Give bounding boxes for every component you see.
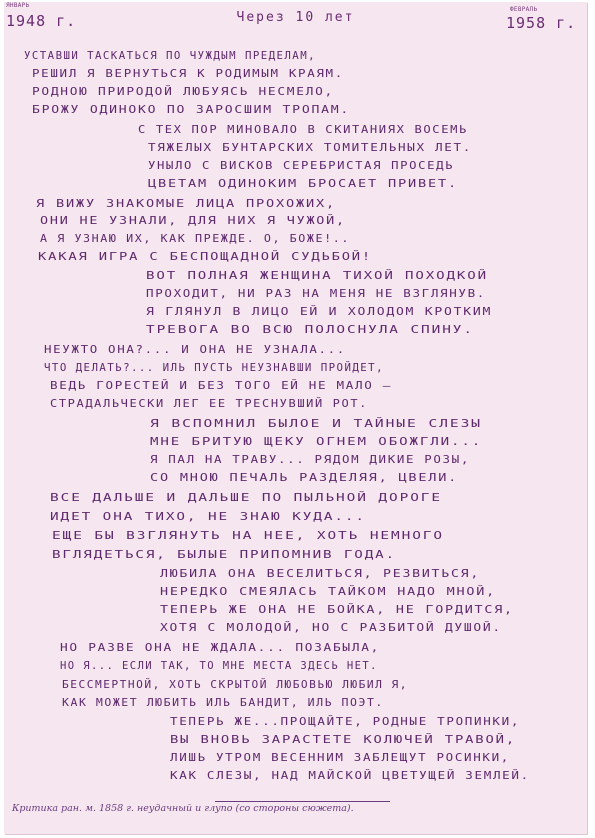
poem-line: БРОЖУ ОДИНОКО ПО ЗАРОСШИМ ТРОПАМ. bbox=[32, 104, 351, 116]
left-year: 1948 г. bbox=[6, 12, 77, 30]
poem-line: Я ВСПОМНИЛ БЫЛОЕ И ТАЙНЫЕ СЛЕЗЫ bbox=[150, 418, 483, 430]
poem-line: РЕШИЛ Я ВЕРНУТЬСЯ К РОДИМЫМ КРАЯМ. bbox=[32, 68, 344, 80]
poem-line: БЕССМЕРТНОЙ, ХОТЬ СКРЫТОЙ ЛЮБОВЬЮ ЛЮБИЛ Я, bbox=[62, 679, 409, 691]
poem-line: Я ВИЖУ ЗНАКОМЫЕ ЛИЦА ПРОХОЖИХ, bbox=[36, 198, 336, 210]
poem-title: Через 10 лет bbox=[236, 10, 355, 25]
poem-line: НО Я... ЕСЛИ ТАК, ТО МНЕ МЕСТА ЗДЕСЬ НЕТ. bbox=[60, 660, 378, 672]
poem-line: НО РАЗВЕ ОНА НЕ ЖДАЛА... ПОЗАБЫЛА, bbox=[60, 642, 381, 654]
poem-line: ТЕПЕРЬ ЖЕ ОНА НЕ БОЙКА, НЕ ГОРДИТСЯ, bbox=[160, 604, 514, 616]
footer-rule bbox=[215, 801, 390, 802]
right-year: 1958 г. bbox=[506, 14, 577, 32]
poem-line: ТРЕВОГА ВО ВСЮ ПОЛОСНУЛА СПИНУ. bbox=[146, 324, 474, 336]
poem-line: ВОТ ПОЛНАЯ ЖЕНЩИНА ТИХОЙ ПОХОДКОЙ bbox=[146, 270, 488, 282]
footer-note: Критика ран. м. 1858 г. неудачный и глупо (со стороны сюжета). bbox=[12, 803, 354, 814]
poem-line: УНЫЛО С ВИСКОВ СЕРЕБРИСТАЯ ПРОСЕДЬ bbox=[148, 160, 455, 172]
page-header bbox=[4, 2, 587, 42]
poem-line: А Я УЗНАЮ ИХ, КАК ПРЕЖДЕ. О, БОЖЕ!.. bbox=[40, 233, 350, 245]
poem-line: ЧТО ДЕЛАТЬ?... ИЛЬ ПУСТЬ НЕУЗНАВШИ ПРОЙДЕТ, bbox=[44, 362, 385, 374]
poem-line: ОНИ НЕ УЗНАЛИ, ДЛЯ НИХ Я ЧУЖОЙ, bbox=[40, 215, 346, 227]
poem-line: НЕРЕДКО СМЕЯЛАСЬ ТАЙКОМ НАДО МНОЙ, bbox=[160, 586, 497, 598]
poem-line: РОДНОЮ ПРИРОДОЙ ЛЮБУЯСЬ НЕСМЕЛО, bbox=[32, 86, 334, 98]
poem-line: УСТАВШИ ТАСКАТЬСЯ ПО ЧУЖДЫМ ПРЕДЕЛАМ, bbox=[24, 50, 316, 62]
poem-line: Я ПАЛ НА ТРАВУ... РЯДОМ ДИКИЕ РОЗЫ, bbox=[150, 454, 470, 466]
poem-line: ЛИШЬ УТРОМ ВЕСЕННИМ ЗАБЛЕЩУТ РОСИНКИ, bbox=[170, 752, 510, 764]
poem-line: ИДЕТ ОНА ТИХО, НЕ ЗНАЮ КУДА... bbox=[50, 511, 366, 523]
poem-line: КАК СЛЕЗЫ, НАД МАЙСКОЙ ЦВЕТУЩЕЙ ЗЕМЛЕЙ. bbox=[170, 770, 530, 782]
poem-line: КАКАЯ ИГРА С БЕСПОЩАДНОЙ СУДЬБОЙ! bbox=[38, 251, 373, 263]
poem-line: ВСЕ ДАЛЬШЕ И ДАЛЬШЕ ПО ПЫЛЬНОЙ ДОРОГЕ bbox=[50, 492, 442, 504]
poem-line: ТЕПЕРЬ ЖЕ...ПРОЩАЙТЕ, РОДНЫЕ ТРОПИНКИ, bbox=[170, 716, 521, 728]
poem-line: СО МНОЮ ПЕЧАЛЬ РАЗДЕЛЯЯ, ЦВЕЛИ. bbox=[150, 472, 459, 484]
right-month: ФЕВРАЛЬ bbox=[510, 6, 538, 13]
poem-line: ЕЩЕ БЫ ВЗГЛЯНУТЬ НА НЕЕ, ХОТЬ НЕМНОГО bbox=[52, 530, 444, 542]
poem-line: ХОТЯ С МОЛОДОЙ, НО С РАЗБИТОЙ ДУШОЙ. bbox=[160, 622, 502, 634]
poem-line: ВГЛЯДЕТЬСЯ, БЫЛЫЕ ПРИПОМНИВ ГОДА. bbox=[52, 549, 396, 561]
poem-line: С ТЕХ ПОР МИНОВАЛО В СКИТАНИЯХ ВОСЕМЬ bbox=[138, 124, 468, 136]
poem-line: ЛЮБИЛА ОНА ВЕСЕЛИТЬСЯ, РЕЗВИТЬСЯ, bbox=[160, 568, 481, 580]
left-month: ЯНВАРЬ bbox=[6, 2, 30, 9]
poem-line: ЦВЕТАМ ОДИНОКИМ БРОСАЕТ ПРИВЕТ. bbox=[148, 178, 458, 190]
poem-line: СТРАДАЛЬЧЕСКИ ЛЕГ ЕЕ ТРЕСНУВШИЙ РОТ. bbox=[50, 398, 369, 410]
poem-line: НЕУЖТО ОНА?... И ОНА НЕ УЗНАЛА... bbox=[44, 344, 346, 356]
poem-line: ВЕДЬ ГОРЕСТЕЙ И БЕЗ ТОГО ЕЙ НЕ МАЛО — bbox=[50, 380, 392, 392]
poem-line: ВЫ ВНОВЬ ЗАРАСТЕТЕ КОЛЮЧЕЙ ТРАВОЙ, bbox=[170, 734, 517, 746]
poem-line: КАК МОЖЕТ ЛЮБИТЬ ИЛЬ БАНДИТ, ИЛЬ ПОЭТ. bbox=[62, 697, 384, 709]
poem-line: Я ГЛЯНУЛ В ЛИЦО ЕЙ И ХОЛОДОМ КРОТКИМ bbox=[146, 306, 493, 318]
poem-line: ПРОХОДИТ, НИ РАЗ НА МЕНЯ НЕ ВЗГЛЯНУВ. bbox=[146, 288, 486, 300]
poem-line: МНЕ БРИТУЮ ЩЕКУ ОГНЕМ ОБОЖГЛИ... bbox=[150, 436, 483, 448]
poem-line: ТЯЖЕЛЫХ БУНТАРСКИХ ТОМИТЕЛЬНЫХ ЛЕТ. bbox=[148, 142, 473, 154]
